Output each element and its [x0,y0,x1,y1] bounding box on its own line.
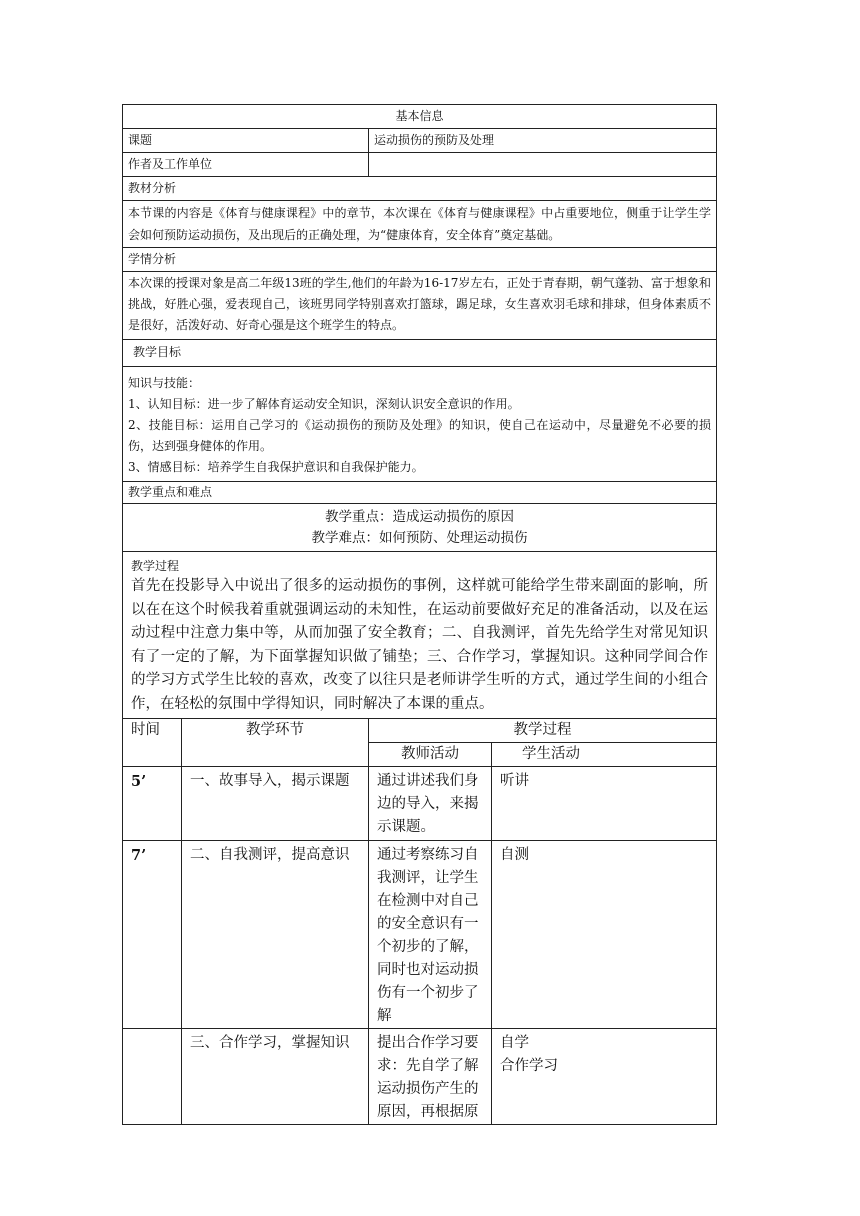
topic-label: 课题 [123,129,369,153]
row-step: 一、故事导入，揭示课题 [182,767,369,841]
process-heading: 教学过程 [131,559,180,573]
objectives-body [123,367,717,482]
student-analysis-heading: 学情分析 [123,248,717,272]
key-points-body [123,504,717,552]
material-analysis-text: 本节课的内容是《体育与健康课程》中的章节，本次课在《体育与健康课程》中占重要地位，侧重于让学生学会如何预防运动损伤，及出现后的正确处理，为“健康体育，安全体育”奠定基础。 [123,201,717,248]
table-row [123,767,717,841]
col-process-header: 教学过程 [369,719,717,743]
process-text: 首先在投影导入中说出了很多的运动损伤的事例，这样就可能给学生带来副面的影响，所以在在这个时候我着重就强调运动的未知性，在运动前要做好充足的准备活动，以及在运动过程中注意力集中等，从而加强了安全教育；二、自我测评，首先先给学生对常见知识有了一定的了解，为下面掌握知识做了铺垫；三、合作学习，掌握知识。这种同学间合作的学习方式学生比较的喜欢，改变了以往只是老师讲学生听的方式，通过学生间的小组合作，在轻松的氛围中学得知识，同时解决了本课的重点。 [131,578,709,712]
objectives-intro: 知识与技能： [128,376,201,390]
col-time-header: 时间 [123,719,182,767]
row-step: 二、自我测评，提高意识 [182,841,369,1029]
col-step-header: 教学环节 [182,719,369,767]
basic-info-table [122,104,717,719]
basic-info-header: 基本信息 [123,105,717,129]
row-teacher-activity: 通过讲述我们身边的导入，来揭示课题。 [369,767,492,841]
author-label: 作者及工作单位 [123,153,369,177]
col-student-header: 学生活动 [492,743,717,767]
lesson-plan-document [122,104,716,1125]
topic-value: 运动损伤的预防及处理 [369,129,717,153]
row-teacher-activity: 提出合作学习要求：先自学了解运动损伤产生的原因，再根据原 [369,1029,492,1125]
row-time: 5’ [123,767,182,841]
row-student-activity: 听讲 [492,767,717,841]
student-analysis-text: 本次课的授课对象是高二年级13班的学生,他们的年龄为16-17岁左右，正处于青春期，朝气蓬勃、富于想象和挑战，好胜心强，爱表现自己，该班男同学特别喜欢打篮球，踢足球，女生喜欢羽毛球和排球，但身体素质不是很好，活泼好动、好奇心强是这个班学生的特点。 [123,272,717,340]
row-student-activity: 自学 合作学习 [492,1029,717,1125]
row-step: 三、合作学习，掌握知识 [182,1029,369,1125]
objective-item-1: 1、认知目标：进一步了解体育运动安全知识，深刻认识安全意识的作用。 [128,397,520,411]
table-row [123,1029,717,1125]
table-row [123,841,717,1029]
objective-item-2: 2、技能目标：运用自己学习的《运动损伤的预防及处理》的知识，使自己在运动中，尽量避免不必要的损伤，达到强身健体的作用。 [128,418,712,453]
row-student-activity: 自测 [492,841,717,1029]
author-value [369,153,717,177]
teaching-focus: 教学重点：造成运动损伤的原因 [325,509,514,525]
row-time: 7’ [123,841,182,1029]
material-analysis-heading: 教材分析 [123,177,717,201]
row-teacher-activity: 通过考察练习自我测评，让学生在检测中对自己的安全意识有一个初步的了解，同时也对运动损伤有一个初步了解 [369,841,492,1029]
process-body [123,552,717,719]
key-points-heading: 教学重点和难点 [123,482,717,504]
teaching-difficulty: 教学难点：如何预防、处理运动损伤 [311,530,528,546]
col-teacher-header: 教师活动 [369,743,492,767]
objectives-heading: 教学目标 [123,340,717,367]
schedule-table [122,718,717,1125]
row-time [123,1029,182,1125]
objective-item-3: 3、情感目标：培养学生自我保护意识和自我保护能力。 [128,460,424,474]
